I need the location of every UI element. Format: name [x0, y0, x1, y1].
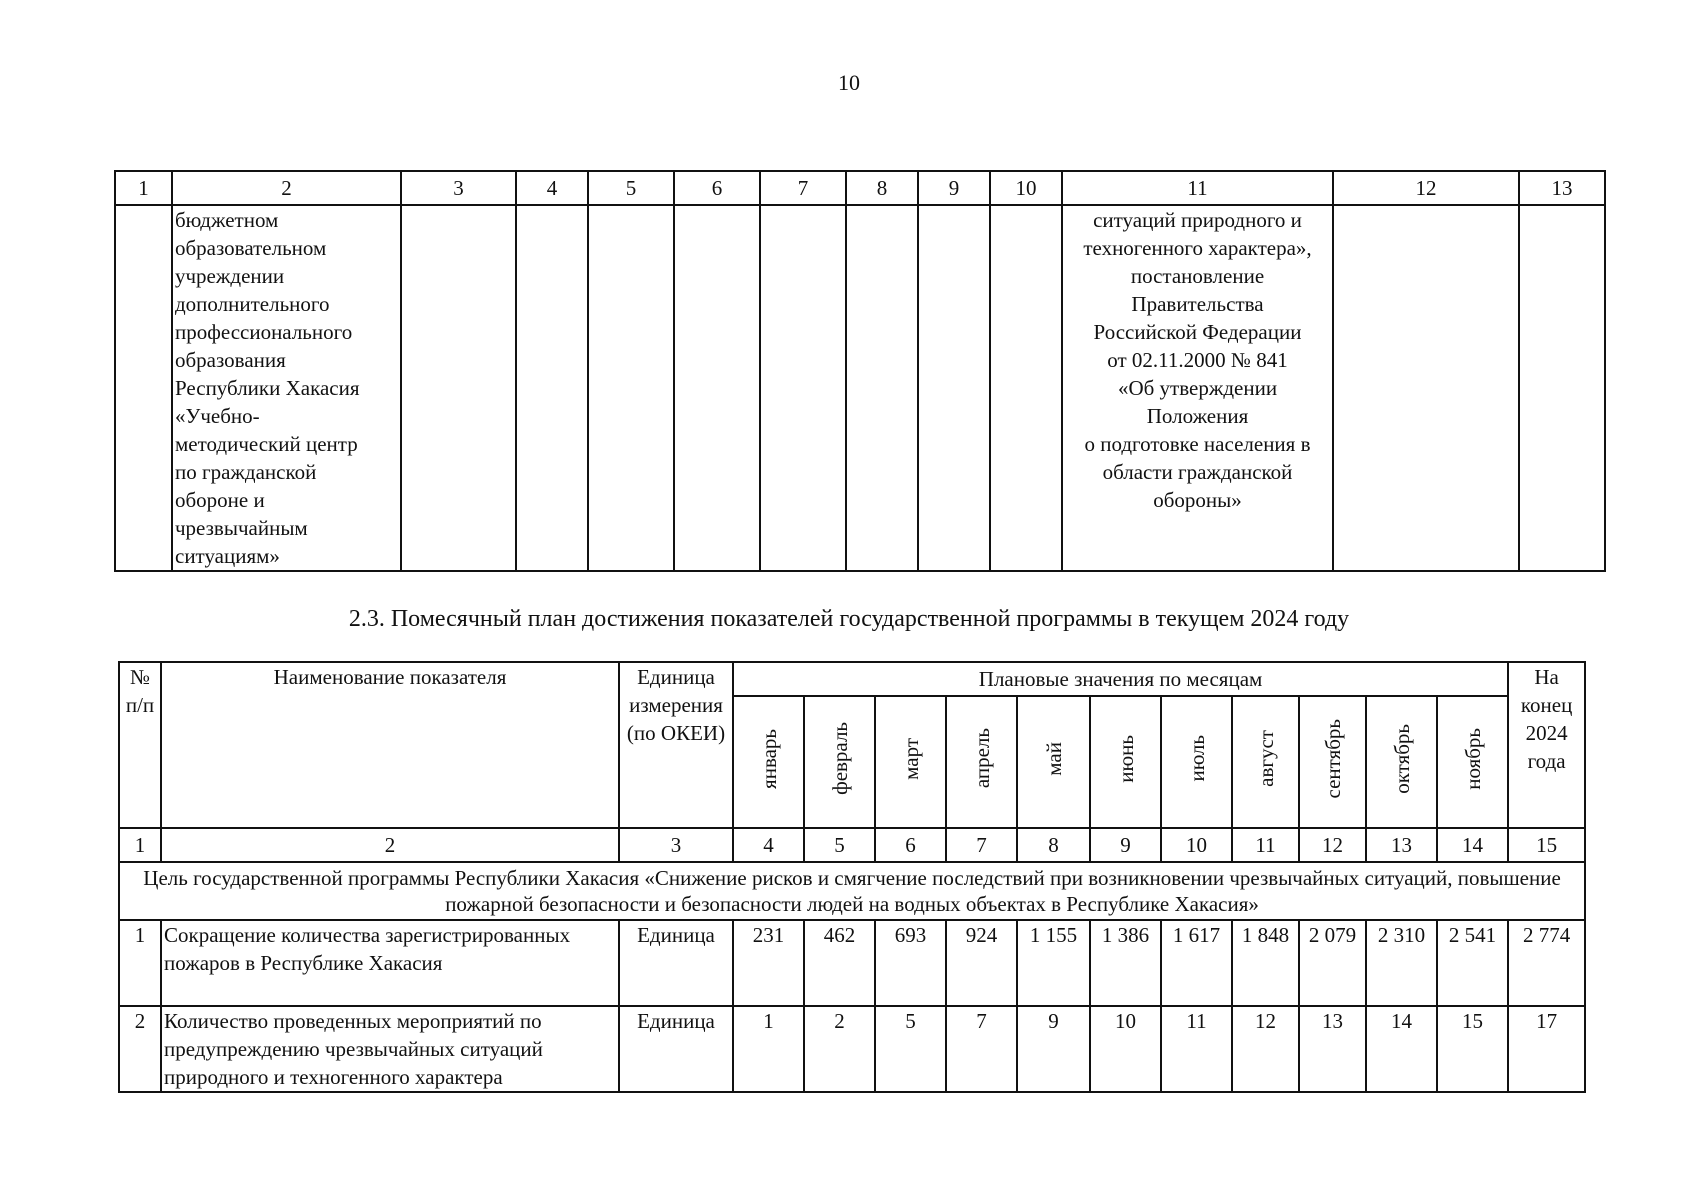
table1-cell-8: [846, 205, 918, 571]
text-line: учреждении: [175, 264, 285, 288]
text-line: бюджетном: [175, 208, 279, 232]
page-number: 10: [838, 70, 860, 95]
table1-cell-6: [674, 205, 760, 571]
column-number: 9: [1090, 828, 1161, 862]
text-line: по гражданской: [175, 460, 317, 484]
column-number: 7: [946, 828, 1017, 862]
month-header: [946, 696, 1017, 828]
unit-cell: Единица: [619, 920, 733, 1006]
name-header: Наименование показателя: [161, 662, 619, 828]
value-cell: 11: [1161, 1006, 1232, 1092]
value-cell: 5: [875, 1006, 946, 1092]
month-header: [1017, 696, 1090, 828]
text-line: Правительства: [1131, 292, 1264, 316]
table1-col-13: 13: [1519, 171, 1605, 205]
value-cell: 12: [1232, 1006, 1299, 1092]
table1-col-1: 1: [115, 171, 172, 205]
goal-row: [119, 862, 1585, 920]
column-number: 14: [1437, 828, 1508, 862]
value-cell: 7: [946, 1006, 1017, 1092]
value-cell: 1 386: [1090, 920, 1161, 1006]
month-label: ноябрь: [1460, 727, 1485, 790]
table1-col-2: 2: [172, 171, 401, 205]
table1-col-7: 7: [760, 171, 846, 205]
column-number: 13: [1366, 828, 1437, 862]
month-label: октябрь: [1389, 723, 1414, 794]
unit-header: Единица измерения (по ОКЕИ): [619, 662, 733, 828]
table1-col-10: 10: [990, 171, 1062, 205]
column-number: 5: [804, 828, 875, 862]
text-line: о подготовке населения в: [1084, 432, 1311, 456]
column-number: 8: [1017, 828, 1090, 862]
num-header: № п/п: [119, 662, 161, 828]
column-number: 4: [733, 828, 804, 862]
month-header: [1299, 696, 1366, 828]
month-header: [1437, 696, 1508, 828]
table1-col-11: 11: [1062, 171, 1333, 205]
text-line: Российской Федерации: [1093, 320, 1302, 344]
month-label: июль: [1184, 735, 1209, 782]
text-line: «Учебно-: [175, 404, 260, 428]
legal-basis-cell: [1062, 205, 1333, 571]
text-line: техногенного характера»,: [1083, 236, 1312, 260]
table1-col-4: 4: [516, 171, 588, 205]
table1-col-9: 9: [918, 171, 990, 205]
value-cell: 693: [875, 920, 946, 1006]
month-header: [804, 696, 875, 828]
column-number: 1: [119, 828, 161, 862]
text-line: обороне и: [175, 488, 265, 512]
continuation-table: [114, 170, 1606, 572]
value-cell: 14: [1366, 1006, 1437, 1092]
value-cell: 2 310: [1366, 920, 1437, 1006]
table1-cell-13: [1519, 205, 1605, 571]
column-number: 6: [875, 828, 946, 862]
month-header: [1366, 696, 1437, 828]
months-group-header: Плановые значения по месяцам: [733, 662, 1508, 696]
value-cell: 924: [946, 920, 1017, 1006]
text-line: Положения: [1146, 404, 1249, 428]
value-cell: 231: [733, 920, 804, 1006]
year-end-value: 17: [1508, 1006, 1585, 1092]
table1-cell-3: [401, 205, 516, 571]
column-number: 12: [1299, 828, 1366, 862]
table1-col-5: 5: [588, 171, 674, 205]
month-label: январь: [756, 728, 781, 789]
value-cell: 13: [1299, 1006, 1366, 1092]
text-line: обороны»: [1153, 488, 1242, 512]
value-cell: 10: [1090, 1006, 1161, 1092]
institution-name-cell: [172, 205, 401, 571]
value-cell: 2: [804, 1006, 875, 1092]
text-line: области гражданской: [1102, 460, 1293, 484]
table1-cell-5: [588, 205, 674, 571]
year-end-value: 2 774: [1508, 920, 1585, 1006]
month-label: апрель: [969, 728, 994, 789]
table-row: [119, 920, 1585, 1006]
text-line: образования: [175, 348, 286, 372]
value-cell: 462: [804, 920, 875, 1006]
month-label: март: [898, 737, 923, 780]
indicator-name: Количество проведенных мероприятий по предупреждению чрезвычайных ситуаций природного и техногенного характера: [161, 1006, 619, 1092]
table1-col-12: 12: [1333, 171, 1519, 205]
indicator-name: Сокращение количества зарегистрированных пожаров в Республике Хакасия: [161, 920, 619, 1006]
table1-col-6: 6: [674, 171, 760, 205]
value-cell: 1 155: [1017, 920, 1090, 1006]
text-line: дополнительного: [175, 292, 330, 316]
value-cell: 9: [1017, 1006, 1090, 1092]
month-header: [1090, 696, 1161, 828]
table1-cell-9: [918, 205, 990, 571]
column-number: 11: [1232, 828, 1299, 862]
month-header: [1161, 696, 1232, 828]
table1-col-8: 8: [846, 171, 918, 205]
column-number-row: [119, 828, 1585, 862]
unit-cell: Единица: [619, 1006, 733, 1092]
text-line: методический центр: [175, 432, 358, 456]
table1-cell-7: [760, 205, 846, 571]
year-end-header: На конец 2024 года: [1508, 662, 1585, 828]
table1-cell-1: [115, 205, 172, 571]
text-line: ситуаций природного и: [1093, 208, 1302, 232]
value-cell: 2 541: [1437, 920, 1508, 1006]
column-number: 2: [161, 828, 619, 862]
month-header: [875, 696, 946, 828]
month-header: [1232, 696, 1299, 828]
text-line: профессионального: [175, 320, 353, 344]
column-number: 15: [1508, 828, 1585, 862]
text-line: чрезвычайным: [175, 516, 308, 540]
table1-header-row: [115, 171, 1605, 205]
table1-cell-4: [516, 205, 588, 571]
column-number: 10: [1161, 828, 1232, 862]
month-header: [733, 696, 804, 828]
value-cell: 2 079: [1299, 920, 1366, 1006]
value-cell: 1 617: [1161, 920, 1232, 1006]
section-title: 2.3. Помесячный план достижения показателей государственной программы в текущем 2024 году: [348, 606, 1350, 632]
value-cell: 1: [733, 1006, 804, 1092]
table1-body-row: [115, 205, 1605, 571]
month-label: август: [1253, 730, 1278, 787]
table-row: [119, 1006, 1585, 1092]
text-line: образовательном: [175, 236, 327, 260]
value-cell: 1 848: [1232, 920, 1299, 1006]
month-label: сентябрь: [1320, 718, 1345, 799]
table1-cell-12: [1333, 205, 1519, 571]
month-label: февраль: [827, 722, 852, 795]
table2-header-row: [119, 662, 1585, 696]
program-goal: Цель государственной программы Республики Хакасия «Снижение рисков и смягчение последствий при возникновении чрезвычайных ситуаций, повышение пожарной безопасности и безопасности людей на водных объектах в Республике Хакасия»: [119, 862, 1585, 920]
text-line: от 02.11.2000 № 841: [1107, 348, 1288, 372]
text-line: ситуациям»: [175, 544, 280, 568]
text-line: постановление: [1130, 264, 1265, 288]
text-line: «Об утверждении: [1117, 376, 1278, 400]
column-number: 3: [619, 828, 733, 862]
table1-col-3: 3: [401, 171, 516, 205]
row-number: 2: [119, 1006, 161, 1092]
month-label: июнь: [1113, 734, 1138, 783]
table1-cell-10: [990, 205, 1062, 571]
row-number: 1: [119, 920, 161, 1006]
value-cell: 15: [1437, 1006, 1508, 1092]
text-line: Республики Хакасия: [175, 376, 360, 400]
month-label: май: [1041, 741, 1066, 776]
monthly-plan-table: [118, 661, 1586, 1093]
